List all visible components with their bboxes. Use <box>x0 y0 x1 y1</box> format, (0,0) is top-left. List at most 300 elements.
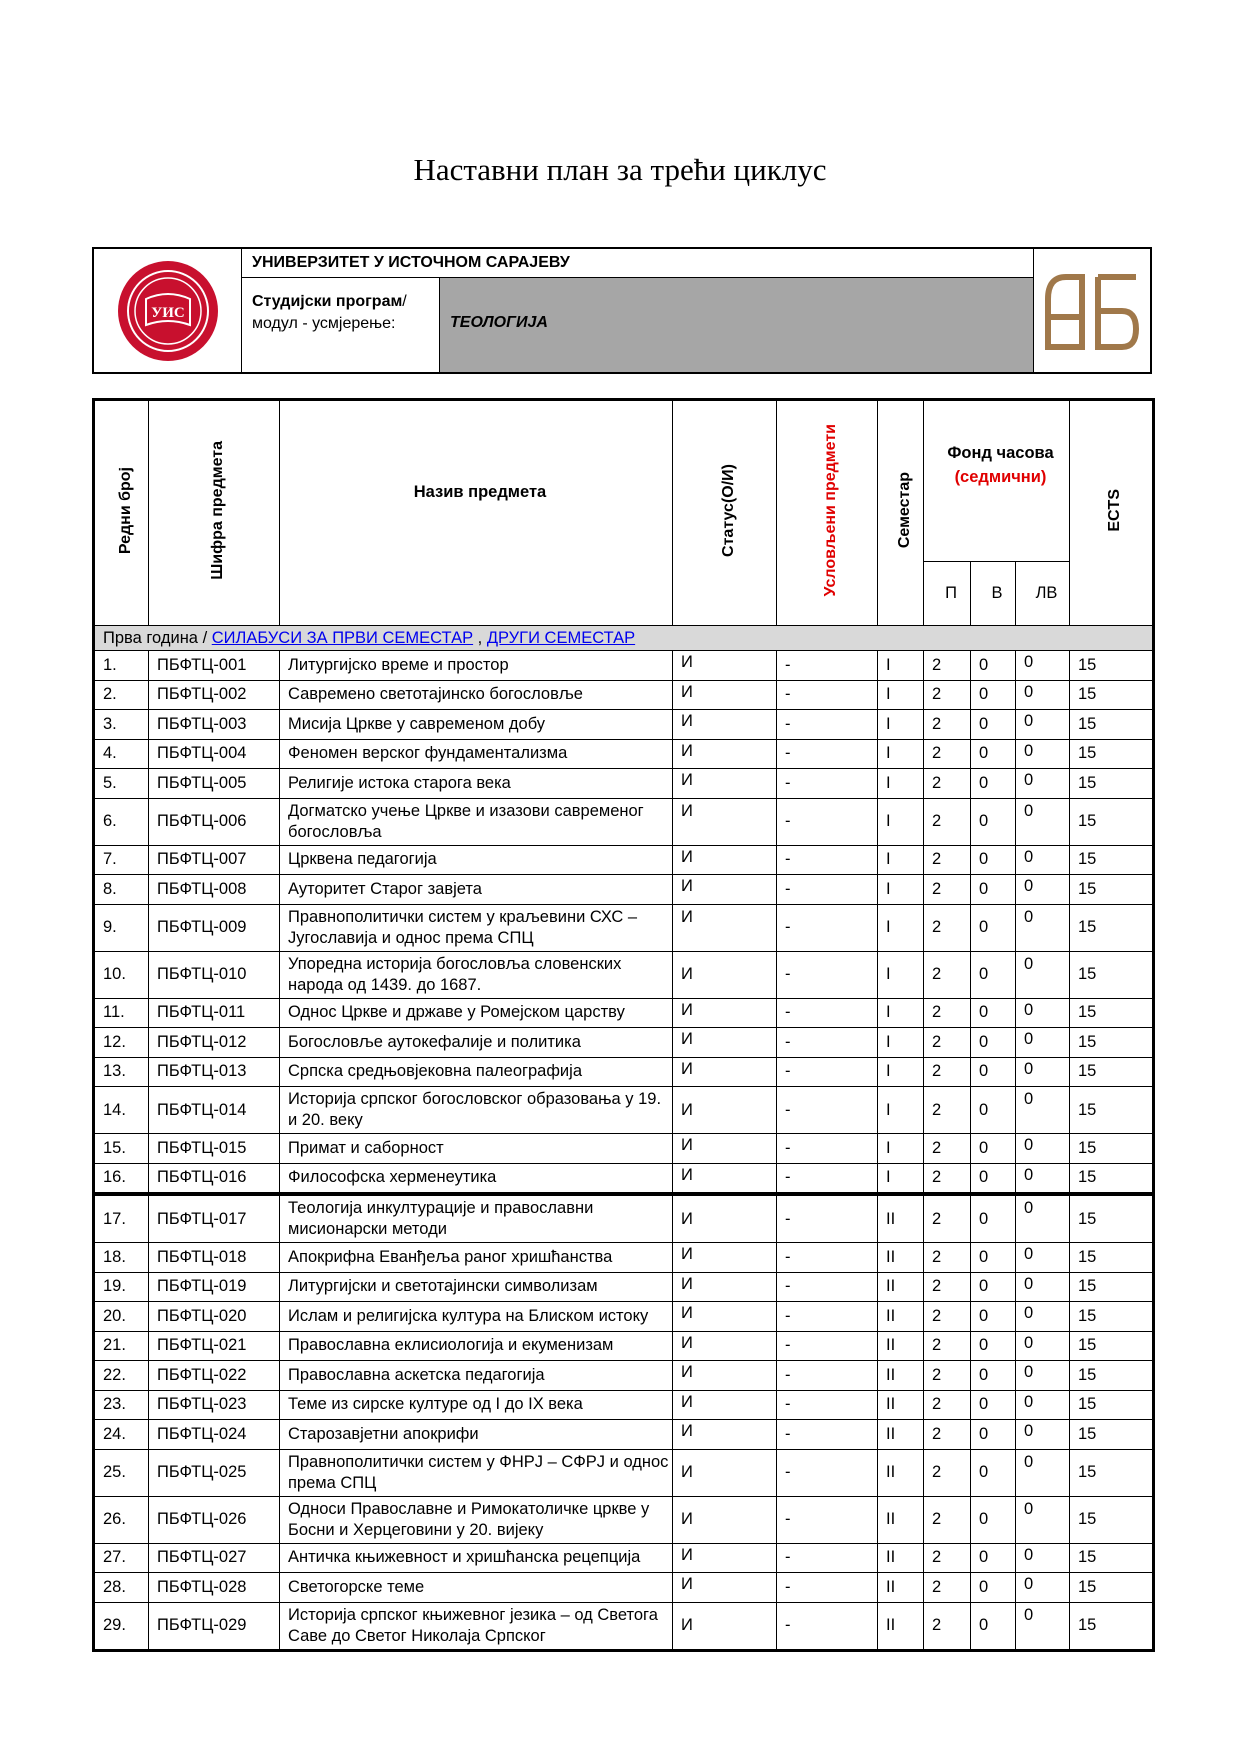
cell-lv: 0 <box>1016 1302 1070 1332</box>
cell-num: 1. <box>94 651 149 681</box>
cell-v: 0 <box>971 769 1016 799</box>
cell-code: ПБФТЦ-004 <box>149 739 280 769</box>
cell-semester: I <box>878 1057 924 1087</box>
syllabus-first-semester-link[interactable]: СИЛАБУСИ ЗА ПРВИ СЕМЕСТАР <box>211 628 474 647</box>
cell-prereq: - <box>777 739 878 769</box>
cell-semester: I <box>878 798 924 845</box>
cell-ects: 15 <box>1070 904 1154 951</box>
table-row <box>94 951 1154 998</box>
cell-p: 2 <box>924 1602 971 1650</box>
cell-code: ПБФТЦ-027 <box>149 1543 280 1573</box>
cell-p: 2 <box>924 1302 971 1332</box>
cell-code: ПБФТЦ-013 <box>149 1057 280 1087</box>
cell-v: 0 <box>971 1057 1016 1087</box>
cell-lv: 0 <box>1016 875 1070 905</box>
cell-p: 2 <box>924 1134 971 1164</box>
cell-prereq: - <box>777 710 878 740</box>
cell-semester: I <box>878 680 924 710</box>
cell-code: ПБФТЦ-009 <box>149 904 280 951</box>
cell-code: ПБФТЦ-019 <box>149 1272 280 1302</box>
faculty-logo <box>1033 249 1150 372</box>
cell-code: ПБФТЦ-024 <box>149 1420 280 1450</box>
cell-status: И <box>673 904 777 951</box>
faculty-monogram-icon <box>1042 269 1142 353</box>
cell-code: ПБФТЦ-008 <box>149 875 280 905</box>
col-header-p: П <box>924 562 971 626</box>
cell-prereq: - <box>777 1194 878 1243</box>
cell-num: 2. <box>94 680 149 710</box>
cell-prereq: - <box>777 1028 878 1058</box>
cell-v: 0 <box>971 1573 1016 1603</box>
cell-lv: 0 <box>1016 1194 1070 1243</box>
cell-lv: 0 <box>1016 845 1070 875</box>
cell-name: Философска херменеутика <box>280 1163 673 1194</box>
cell-lv: 0 <box>1016 1543 1070 1573</box>
cell-status: И <box>673 998 777 1028</box>
table-row <box>94 1243 1154 1273</box>
cell-semester: I <box>878 739 924 769</box>
cell-code: ПБФТЦ-011 <box>149 998 280 1028</box>
col-header-v: В <box>971 562 1016 626</box>
cell-semester: II <box>878 1194 924 1243</box>
table-row <box>94 1573 1154 1603</box>
cell-semester: II <box>878 1449 924 1496</box>
cell-num: 10. <box>94 951 149 998</box>
cell-p: 2 <box>924 1420 971 1450</box>
cell-semester: I <box>878 951 924 998</box>
cell-v: 0 <box>971 1331 1016 1361</box>
cell-num: 19. <box>94 1272 149 1302</box>
cell-name: Апокрифна Еванђеља раног хришћанства <box>280 1243 673 1273</box>
cell-name: Правнополитички систем у краљевини СХС – Југославија и однос према СПЦ <box>280 904 673 951</box>
cell-v: 0 <box>971 1028 1016 1058</box>
cell-status: И <box>673 845 777 875</box>
col-header-num: Редни број <box>94 400 149 626</box>
cell-lv: 0 <box>1016 1134 1070 1164</box>
cell-semester: I <box>878 710 924 740</box>
cell-name: Црквена педагогија <box>280 845 673 875</box>
table-row <box>94 1163 1154 1194</box>
cell-semester: II <box>878 1302 924 1332</box>
cell-num: 16. <box>94 1163 149 1194</box>
cell-prereq: - <box>777 904 878 951</box>
cell-code: ПБФТЦ-023 <box>149 1390 280 1420</box>
cell-code: ПБФТЦ-015 <box>149 1134 280 1164</box>
cell-p: 2 <box>924 1543 971 1573</box>
cell-name: Религије истока старога века <box>280 769 673 799</box>
cell-ects: 15 <box>1070 1449 1154 1496</box>
cell-ects: 15 <box>1070 1390 1154 1420</box>
cell-status: И <box>673 710 777 740</box>
cell-v: 0 <box>971 739 1016 769</box>
cell-status: И <box>673 1057 777 1087</box>
table-row <box>94 904 1154 951</box>
cell-code: ПБФТЦ-002 <box>149 680 280 710</box>
cell-ects: 15 <box>1070 951 1154 998</box>
table-row <box>94 1543 1154 1573</box>
cell-lv: 0 <box>1016 1087 1070 1134</box>
cell-num: 20. <box>94 1302 149 1332</box>
cell-prereq: - <box>777 1449 878 1496</box>
cell-p: 2 <box>924 680 971 710</box>
cell-prereq: - <box>777 951 878 998</box>
cell-name: Богословље аутокефалије и политика <box>280 1028 673 1058</box>
cell-v: 0 <box>971 1449 1016 1496</box>
cell-semester: II <box>878 1272 924 1302</box>
table-row <box>94 1087 1154 1134</box>
cell-semester: II <box>878 1361 924 1391</box>
cell-ects: 15 <box>1070 875 1154 905</box>
cell-name: Правнополитички систем у ФНРЈ – СФРЈ и однос према СПЦ <box>280 1449 673 1496</box>
cell-semester: I <box>878 998 924 1028</box>
cell-name: Историја српског књижевног језика – од Светога Саве до Светог Николаја Српског <box>280 1602 673 1650</box>
cell-p: 2 <box>924 951 971 998</box>
cell-ects: 15 <box>1070 769 1154 799</box>
cell-v: 0 <box>971 798 1016 845</box>
cell-num: 23. <box>94 1390 149 1420</box>
cell-ects: 15 <box>1070 739 1154 769</box>
cell-v: 0 <box>971 875 1016 905</box>
hours-title: Фонд часова <box>947 444 1054 462</box>
cell-name: Теме из сирске културе од I до IX века <box>280 1390 673 1420</box>
cell-v: 0 <box>971 998 1016 1028</box>
cell-v: 0 <box>971 680 1016 710</box>
cell-code: ПБФТЦ-017 <box>149 1194 280 1243</box>
cell-lv: 0 <box>1016 1057 1070 1087</box>
cell-lv: 0 <box>1016 1602 1070 1650</box>
cell-ects: 15 <box>1070 1272 1154 1302</box>
cell-prereq: - <box>777 1496 878 1543</box>
cell-p: 2 <box>924 1028 971 1058</box>
cell-semester: I <box>878 904 924 951</box>
col-header-status: Статус(О/И) <box>673 400 777 626</box>
cell-p: 2 <box>924 875 971 905</box>
cell-prereq: - <box>777 1420 878 1450</box>
cell-prereq: - <box>777 1543 878 1573</box>
cell-num: 13. <box>94 1057 149 1087</box>
cell-code: ПБФТЦ-025 <box>149 1449 280 1496</box>
cell-num: 26. <box>94 1496 149 1543</box>
cell-p: 2 <box>924 710 971 740</box>
cell-num: 24. <box>94 1420 149 1450</box>
table-row <box>94 1028 1154 1058</box>
cell-status: И <box>673 1331 777 1361</box>
table-row <box>94 680 1154 710</box>
cell-status: И <box>673 1543 777 1573</box>
cell-v: 0 <box>971 1543 1016 1573</box>
cell-num: 4. <box>94 739 149 769</box>
cell-p: 2 <box>924 739 971 769</box>
cell-v: 0 <box>971 845 1016 875</box>
cell-lv: 0 <box>1016 951 1070 998</box>
cell-prereq: - <box>777 845 878 875</box>
cell-name: Упоредна историја богословља словенских народа од 1439. до 1687. <box>280 951 673 998</box>
cell-prereq: - <box>777 1163 878 1194</box>
hours-subtitle: (седмични) <box>954 468 1047 486</box>
year-row <box>94 626 1154 651</box>
cell-p: 2 <box>924 998 971 1028</box>
cell-ects: 15 <box>1070 798 1154 845</box>
cell-v: 0 <box>971 951 1016 998</box>
cell-p: 2 <box>924 904 971 951</box>
cell-status: И <box>673 1028 777 1058</box>
cell-code: ПБФТЦ-022 <box>149 1361 280 1391</box>
cell-status: И <box>673 680 777 710</box>
col-header-semester: Семестар <box>878 400 924 626</box>
cell-lv: 0 <box>1016 1496 1070 1543</box>
cell-v: 0 <box>971 1496 1016 1543</box>
university-seal-icon <box>116 259 220 363</box>
cell-ects: 15 <box>1070 1496 1154 1543</box>
cell-num: 7. <box>94 845 149 875</box>
cell-ects: 15 <box>1070 1163 1154 1194</box>
year-label: Прва година / <box>103 628 212 647</box>
cell-p: 2 <box>924 1496 971 1543</box>
cell-ects: 15 <box>1070 1420 1154 1450</box>
cell-status: И <box>673 1573 777 1603</box>
cell-semester: I <box>878 845 924 875</box>
table-row <box>94 651 1154 681</box>
cell-prereq: - <box>777 998 878 1028</box>
cell-p: 2 <box>924 1194 971 1243</box>
cell-p: 2 <box>924 1163 971 1194</box>
cell-semester: II <box>878 1420 924 1450</box>
cell-semester: I <box>878 651 924 681</box>
cell-lv: 0 <box>1016 651 1070 681</box>
cell-code: ПБФТЦ-029 <box>149 1602 280 1650</box>
cell-code: ПБФТЦ-026 <box>149 1496 280 1543</box>
cell-name: Ауторитет Старог завјета <box>280 875 673 905</box>
table-row <box>94 1361 1154 1391</box>
cell-code: ПБФТЦ-021 <box>149 1331 280 1361</box>
col-header-code: Шифра предмета <box>149 400 280 626</box>
cell-name: Савремено светотајинско богословље <box>280 680 673 710</box>
cell-semester: II <box>878 1331 924 1361</box>
cell-status: И <box>673 1163 777 1194</box>
cell-code: ПБФТЦ-010 <box>149 951 280 998</box>
cell-status: И <box>673 1087 777 1134</box>
cell-status: И <box>673 798 777 845</box>
cell-v: 0 <box>971 1243 1016 1273</box>
cell-ects: 15 <box>1070 1057 1154 1087</box>
table-row <box>94 1390 1154 1420</box>
table-row <box>94 845 1154 875</box>
col-header-ects: ECTS <box>1070 400 1154 626</box>
cell-num: 9. <box>94 904 149 951</box>
cell-num: 3. <box>94 710 149 740</box>
seal-text: УИС <box>150 304 185 321</box>
cell-v: 0 <box>971 1390 1016 1420</box>
table-row <box>94 1272 1154 1302</box>
cell-prereq: - <box>777 1087 878 1134</box>
cell-p: 2 <box>924 798 971 845</box>
page-title: Наставни план за трећи циклус <box>413 152 827 187</box>
cell-lv: 0 <box>1016 769 1070 799</box>
cell-semester: I <box>878 1087 924 1134</box>
cell-status: И <box>673 1302 777 1332</box>
cell-name: Теологија инкултурације и православни мисионарски методи <box>280 1194 673 1243</box>
cell-semester: II <box>878 1573 924 1603</box>
cell-prereq: - <box>777 769 878 799</box>
cell-ects: 15 <box>1070 1243 1154 1273</box>
col-header-lv: ЛВ <box>1016 562 1070 626</box>
cell-code: ПБФТЦ-014 <box>149 1087 280 1134</box>
cell-prereq: - <box>777 1243 878 1273</box>
cell-prereq: - <box>777 1573 878 1603</box>
syllabus-second-semester-link[interactable]: ДРУГИ СЕМЕСТАР <box>486 628 636 647</box>
cell-name: Однос Цркве и државе у Ромејском царству <box>280 998 673 1028</box>
year-link-separator: , <box>473 628 487 647</box>
cell-code: ПБФТЦ-006 <box>149 798 280 845</box>
cell-ects: 15 <box>1070 1194 1154 1243</box>
cell-num: 27. <box>94 1543 149 1573</box>
cell-lv: 0 <box>1016 680 1070 710</box>
cell-num: 14. <box>94 1087 149 1134</box>
cell-prereq: - <box>777 1302 878 1332</box>
cell-prereq: - <box>777 1057 878 1087</box>
cell-ects: 15 <box>1070 1573 1154 1603</box>
cell-prereq: - <box>777 1390 878 1420</box>
cell-lv: 0 <box>1016 1331 1070 1361</box>
cell-num: 12. <box>94 1028 149 1058</box>
cell-name: Старозавјетни апокрифи <box>280 1420 673 1450</box>
table-row <box>94 1420 1154 1450</box>
cell-status: И <box>673 875 777 905</box>
cell-p: 2 <box>924 1390 971 1420</box>
cell-prereq: - <box>777 1331 878 1361</box>
cell-ects: 15 <box>1070 680 1154 710</box>
cell-status: И <box>673 1243 777 1273</box>
cell-p: 2 <box>924 1361 971 1391</box>
cell-status: И <box>673 1449 777 1496</box>
cell-status: И <box>673 769 777 799</box>
cell-status: И <box>673 1390 777 1420</box>
cell-num: 15. <box>94 1134 149 1164</box>
cell-semester: II <box>878 1602 924 1650</box>
cell-name: Светогорске теме <box>280 1573 673 1603</box>
cell-status: И <box>673 739 777 769</box>
document-header <box>92 247 1152 374</box>
cell-lv: 0 <box>1016 1449 1070 1496</box>
cell-lv: 0 <box>1016 798 1070 845</box>
cell-num: 25. <box>94 1449 149 1496</box>
cell-lv: 0 <box>1016 1028 1070 1058</box>
cell-name: Литургијско време и простор <box>280 651 673 681</box>
cell-lv: 0 <box>1016 1573 1070 1603</box>
cell-num: 22. <box>94 1361 149 1391</box>
cell-lv: 0 <box>1016 1243 1070 1273</box>
table-row <box>94 1302 1154 1332</box>
cell-name: Литургијски и светотајински символизам <box>280 1272 673 1302</box>
cell-lv: 0 <box>1016 1420 1070 1450</box>
cell-ects: 15 <box>1070 710 1154 740</box>
cell-num: 5. <box>94 769 149 799</box>
cell-name: Односи Православне и Римокатоличке цркве у Босни и Херцеговини у 20. вијеку <box>280 1496 673 1543</box>
cell-v: 0 <box>971 1194 1016 1243</box>
cell-semester: I <box>878 1134 924 1164</box>
cell-v: 0 <box>971 1602 1016 1650</box>
cell-code: ПБФТЦ-007 <box>149 845 280 875</box>
cell-name: Православна еклисиологија и екуменизам <box>280 1331 673 1361</box>
cell-code: ПБФТЦ-005 <box>149 769 280 799</box>
cell-p: 2 <box>924 769 971 799</box>
cell-ects: 15 <box>1070 1361 1154 1391</box>
cell-v: 0 <box>971 1163 1016 1194</box>
cell-p: 2 <box>924 1087 971 1134</box>
cell-prereq: - <box>777 1602 878 1650</box>
cell-ects: 15 <box>1070 651 1154 681</box>
cell-status: И <box>673 951 777 998</box>
table-row <box>94 1331 1154 1361</box>
cell-v: 0 <box>971 1272 1016 1302</box>
program-label-bold: Студијски програм <box>252 293 403 310</box>
program-label-rest: /модул - усмјерење: <box>252 293 407 332</box>
cell-p: 2 <box>924 1243 971 1273</box>
cell-ects: 15 <box>1070 1087 1154 1134</box>
cell-num: 28. <box>94 1573 149 1603</box>
cell-v: 0 <box>971 1420 1016 1450</box>
cell-code: ПБФТЦ-003 <box>149 710 280 740</box>
cell-num: 11. <box>94 998 149 1028</box>
table-row <box>94 798 1154 845</box>
cell-lv: 0 <box>1016 1163 1070 1194</box>
cell-v: 0 <box>971 904 1016 951</box>
cell-semester: I <box>878 1028 924 1058</box>
cell-semester: I <box>878 875 924 905</box>
cell-lv: 0 <box>1016 739 1070 769</box>
cell-name: Феномен верског фундаментализма <box>280 739 673 769</box>
cell-name: Мисија Цркве у савременом добу <box>280 710 673 740</box>
cell-lv: 0 <box>1016 904 1070 951</box>
cell-v: 0 <box>971 1361 1016 1391</box>
cell-prereq: - <box>777 651 878 681</box>
cell-code: ПБФТЦ-016 <box>149 1163 280 1194</box>
cell-ects: 15 <box>1070 1331 1154 1361</box>
cell-code: ПБФТЦ-028 <box>149 1573 280 1603</box>
program-value: ТЕОЛОГИЈА <box>440 278 1033 372</box>
curriculum-table <box>92 398 1155 1652</box>
cell-p: 2 <box>924 1449 971 1496</box>
cell-semester: II <box>878 1243 924 1273</box>
cell-p: 2 <box>924 1057 971 1087</box>
cell-lv: 0 <box>1016 1390 1070 1420</box>
cell-code: ПБФТЦ-012 <box>149 1028 280 1058</box>
cell-semester: I <box>878 769 924 799</box>
cell-v: 0 <box>971 710 1016 740</box>
cell-name: Православна аскетска педагогија <box>280 1361 673 1391</box>
cell-ects: 15 <box>1070 1602 1154 1650</box>
cell-num: 8. <box>94 875 149 905</box>
cell-code: ПБФТЦ-020 <box>149 1302 280 1332</box>
table-row <box>94 1134 1154 1164</box>
cell-prereq: - <box>777 680 878 710</box>
program-label <box>242 278 440 372</box>
cell-num: 21. <box>94 1331 149 1361</box>
cell-ects: 15 <box>1070 1028 1154 1058</box>
cell-name: Историја српског богословског образовања у 19. и 20. веку <box>280 1087 673 1134</box>
table-row <box>94 998 1154 1028</box>
col-header-name: Назив предмета <box>280 400 673 626</box>
cell-ects: 15 <box>1070 998 1154 1028</box>
university-name: УНИВЕРЗИТЕТ У ИСТОЧНОМ САРАЈЕВУ <box>242 249 1033 278</box>
cell-code: ПБФТЦ-001 <box>149 651 280 681</box>
cell-p: 2 <box>924 1331 971 1361</box>
cell-num: 17. <box>94 1194 149 1243</box>
table-row <box>94 769 1154 799</box>
cell-p: 2 <box>924 651 971 681</box>
cell-prereq: - <box>777 1361 878 1391</box>
table-row <box>94 1496 1154 1543</box>
